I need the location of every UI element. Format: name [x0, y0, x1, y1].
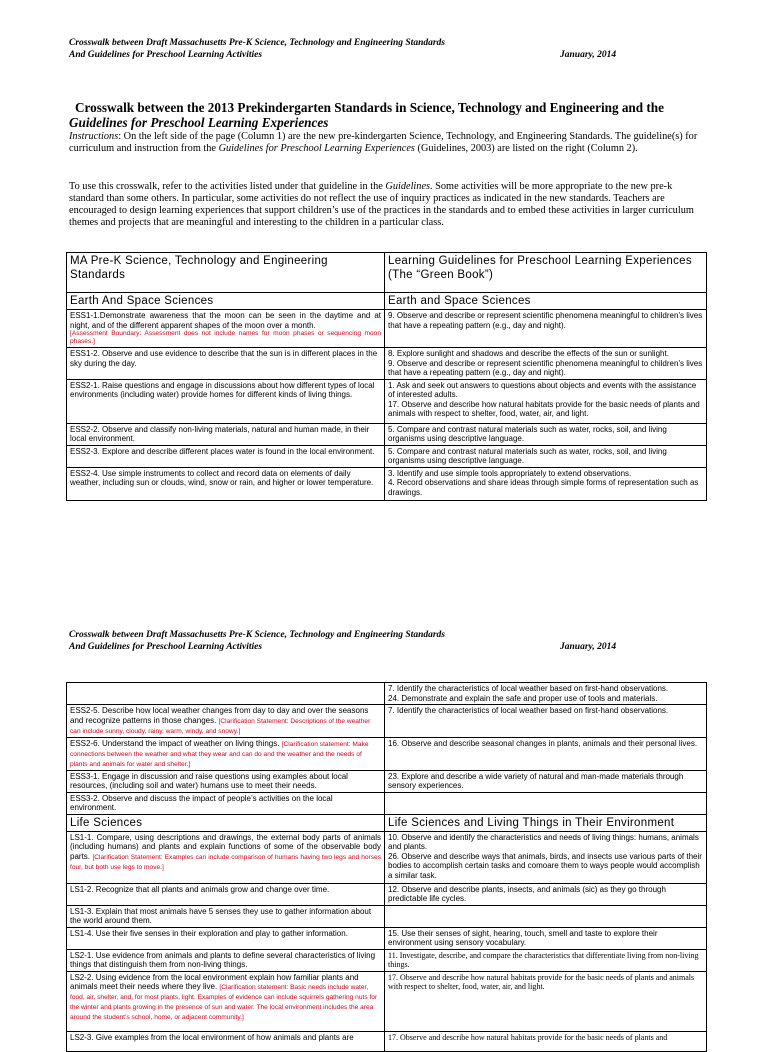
table-row: [67, 467, 707, 500]
assessment-note: [Assessment Boundary: Assessment does not include names for moon phases or sequencing moon phases.]: [70, 330, 381, 345]
standard-text: ESS2-2. Observe and classify non-living materials, natural and human made, in their local environment.: [70, 424, 370, 443]
guideline-cell: [385, 905, 707, 927]
guideline-text: 15. Use their senses of sight, hearing, touch, smell and taste to explore their environment using sensory vocabulary.: [388, 928, 658, 947]
standard-cell: [67, 423, 385, 445]
standard-cell: [67, 683, 385, 705]
table-header-row: [67, 253, 707, 293]
clarification-note: [Clarification statement: Make connections between the weather and what they wear and can do and the weather and the needs of plants and animals for water and shelter.]: [70, 740, 369, 768]
standard-cell: [67, 792, 385, 814]
clarification-note: [Clarification Statement: Examples can include comparison of humans having two legs and horses four, but both use legs to move.]: [70, 853, 381, 871]
standard-text: ESS1-1.Demonstrate awareness that the moon can be seen in the daytime and at night, and of the different apparent shapes of the moon over a month.: [70, 311, 381, 330]
header-line-1: Crosswalk between Draft Massachusetts Pre-K Science, Technology and Engineering Standards: [69, 630, 445, 640]
guideline-text: 9. Observe and describe or represent scientific phenomena meaningful to children’s lives that have a repeating pattern (e.g., day and night).: [388, 311, 703, 330]
standard-text: LS2-3. Give examples from the local environment of how animals and plants are: [70, 1032, 354, 1042]
guideline-text: 17. Observe and describe how natural habitats provide for the basic needs of plants and animals with respect to shelter, food, water, air, and light.: [388, 399, 700, 418]
guideline-cell: [385, 467, 707, 500]
standard-text: LS1-2. Recognize that all plants and animals grow and change over time.: [70, 884, 330, 894]
guideline-cell: [385, 792, 707, 814]
guideline-cell: [385, 737, 707, 770]
instructions-paragraph: [69, 131, 709, 155]
standard-cell: [67, 831, 385, 883]
guideline-cell: [385, 927, 707, 949]
usage-text-2: . Some activities will be more appropriate to the new pre-k standard than some others. In particular, some activities do not reflect the use of inquiry practices as indicated in the new standards. Teachers are encouraged to design learning experiences that support children’s use of the practices in the standards and to embed these activities in larger curriculum themes and projects that are meaningful and interesting to the children in a particular class.: [69, 181, 694, 228]
standard-text: LS2-2. Using evidence from the local environment explain how familiar plants and animals meet their needs where they live.: [70, 972, 359, 991]
guideline-cell: [385, 949, 707, 971]
guideline-text: 16. Observe and describe seasonal changes in plants, animals and their personal lives.: [388, 738, 698, 748]
title-line-1: Crosswalk between the 2013 Prekindergarten Standards in Science, Technology and Engineering and the: [75, 100, 664, 115]
guideline-text: 3. Identify and use simple tools appropriately to extend observations.: [388, 468, 632, 478]
guideline-text: 17. Observe and describe how natural habitats provide for the basic needs of plants and animals with respect to shelter, food, water, air, and light.: [388, 972, 695, 991]
table-row: [67, 737, 707, 770]
standard-cell: [67, 770, 385, 792]
crosswalk-table-2: [66, 682, 707, 1052]
clarification-note: [Clarification statement: Basic needs include water, food, air, shelter, and, for most plants, light. Examples of evidence can include squirrels gathering nuts for the winter and plants growing in the presence of sun and water. The local environment includes the area around the student’s school, home, or adjacent community.]: [70, 984, 378, 1021]
guideline-text: 1. Ask and seek out answers to questions about objects and events with the assistance of interested adults.: [388, 380, 697, 399]
section-left: Earth And Space Sciences: [67, 293, 385, 310]
standard-text: ESS3-2. Observe and discuss the impact of people’s activities on the local environment.: [70, 793, 333, 812]
standard-text: ESS1-2. Observe and use evidence to describe that the sun is in different places in the sky during the day.: [70, 349, 378, 368]
usage-text-1: To use this crosswalk, refer to the activities listed under that guideline in the: [69, 181, 386, 192]
standard-cell: [67, 1031, 385, 1051]
table-row: [67, 792, 707, 814]
instructions-text-2: (Guidelines, 2003) are listed on the right (Column 2).: [414, 143, 638, 154]
standard-cell: [67, 949, 385, 971]
standard-cell: [67, 467, 385, 500]
header-line-2: And Guidelines for Preschool Learning Activities: [69, 642, 263, 652]
guideline-text: 9. Observe and describe or represent scientific phenomena meaningful to children’s lives that have a repeating pattern (e.g., day and night).: [388, 358, 703, 377]
header-date: January, 2014: [560, 642, 617, 652]
table-row: [67, 905, 707, 927]
header-line-1: Crosswalk between Draft Massachusetts Pre-K Science, Technology and Engineering Standards: [69, 38, 445, 48]
section-left: Life Sciences: [67, 814, 385, 831]
standard-text: LS1-1. Compare, using descriptions and drawings, the external body parts of animals (including humans) and plants and explain functions of some of the observable body parts.: [70, 832, 381, 861]
guideline-cell: [385, 310, 707, 348]
table-row: [67, 423, 707, 445]
guideline-cell: [385, 445, 707, 467]
instructions-text-1: : On the left side of the page (Column 1) are the new pre-kindergarten Science, Technology, and Engineering Standards. The guideline(s) for curriculum and instruction from the: [69, 131, 698, 154]
table-row: [67, 770, 707, 792]
standard-text: ESS2-6. Understand the impact of weather on living things.: [70, 738, 280, 748]
guideline-text: 23. Explore and describe a wide variety of natural and man-made materials through sensory experiences.: [388, 771, 684, 790]
page-header: [69, 37, 617, 61]
guideline-cell: [385, 379, 707, 423]
table-row: [67, 683, 707, 705]
section-right: Life Sciences and Living Things in Their Environment: [385, 814, 707, 831]
standard-text: ESS3-1. Engage in discussion and raise questions using examples about local resources, (including soil and water) humans use to meet their needs.: [70, 771, 348, 790]
guideline-cell: [385, 883, 707, 905]
usage-guidelines: Guidelines: [385, 181, 431, 192]
guideline-text: 24. Demonstrate and explain the safe and proper use of tools and materials.: [388, 693, 658, 703]
table-row: [67, 971, 707, 1031]
guideline-text: 5. Compare and contrast natural materials such as water, rocks, soil, and living organisms using descriptive language.: [388, 424, 667, 443]
guideline-cell: [385, 423, 707, 445]
table-row: [67, 927, 707, 949]
table-row: [67, 883, 707, 905]
section-row: [67, 814, 707, 831]
instructions-label: Instructions: [69, 131, 119, 142]
standard-text: ESS2-1. Raise questions and engage in discussions about how different types of local environments (including water) provide homes for different kinds of living things.: [70, 380, 375, 399]
standard-text: LS1-3. Explain that most animals have 5 senses they use to gather information about the world around them.: [70, 906, 372, 925]
standard-cell: [67, 379, 385, 423]
table-row: [67, 705, 707, 738]
instructions-guidelines: Guidelines for Preschool Learning Experiences: [218, 143, 415, 154]
standard-cell: [67, 971, 385, 1031]
table-row: [67, 379, 707, 423]
guideline-text: 8. Explore sunlight and shadows and describe the effects of the sun or sunlight.: [388, 349, 669, 358]
table-row: [67, 445, 707, 467]
guideline-cell: [385, 770, 707, 792]
standard-cell: [67, 445, 385, 467]
guideline-cell: [385, 831, 707, 883]
guideline-text: 7. Identify the characteristics of local weather based on first-hand observations.: [388, 684, 669, 693]
table-row: [67, 831, 707, 883]
standard-cell: [67, 705, 385, 738]
guideline-text: 11. Investigate, describe, and compare the characteristics that differentiate living from non-living things.: [388, 950, 699, 969]
guideline-cell: [385, 971, 707, 1031]
document-title: [69, 100, 709, 130]
crosswalk-table-1: [66, 252, 707, 501]
title-line-2: Guidelines for Preschool Learning Experiences: [69, 115, 329, 130]
standard-cell: [67, 348, 385, 380]
guideline-cell: [385, 348, 707, 380]
usage-paragraph: [69, 181, 709, 229]
standard-text: ESS2-4. Use simple instruments to collect and record data on elements of daily weather, including sun or clouds, wind, snow or rain, and higher or lower temperature.: [70, 468, 374, 487]
section-right: Earth and Space Sciences: [385, 293, 707, 310]
standard-cell: [67, 310, 385, 348]
table-row: [67, 310, 707, 348]
guideline-text: 17. Observe and describe how natural habitats provide for the basic needs of plants and: [388, 1032, 668, 1042]
guideline-text: 4. Record observations and share ideas through simple forms of representation such as drawings.: [388, 478, 699, 497]
section-row: [67, 293, 707, 310]
page-2-header: [69, 629, 617, 653]
guideline-text: 7. Identify the characteristics of local weather based on first-hand observations.: [388, 706, 669, 715]
col1-header: MA Pre-K Science, Technology and Engineering Standards: [67, 253, 385, 293]
standard-text: ESS2-5. Describe how local weather changes from day to day and over the seasons and recognize patterns in those changes.: [70, 706, 369, 725]
standard-text: ESS2-3. Explore and describe different places water is found in the local environment.: [70, 446, 375, 456]
table-row: [67, 348, 707, 380]
guideline-text: 10. Observe and identify the characteristics and needs of living things: humans, animals and plants.: [388, 832, 699, 851]
table-row: [67, 1031, 707, 1051]
standard-cell: [67, 927, 385, 949]
header-line-2: And Guidelines for Preschool Learning Activities: [69, 50, 263, 60]
standard-cell: [67, 883, 385, 905]
guideline-cell: [385, 1031, 707, 1051]
guideline-cell: [385, 683, 707, 705]
table-row: [67, 949, 707, 971]
col2-header: Learning Guidelines for Preschool Learning Experiences (The “Green Book”): [385, 253, 707, 293]
standard-text: LS2-1. Use evidence from animals and plants to define several characteristics of living things that distinguish them from non-living things.: [70, 950, 376, 969]
guideline-text: 26. Observe and describe ways that animals, birds, and insects use various parts of their bodies to accomplish certain tasks and comoare them to ways people would accomplish a similar task.: [388, 851, 702, 880]
standard-cell: [67, 737, 385, 770]
standard-cell: [67, 905, 385, 927]
standard-text: LS1-4. Use their five senses in their exploration and play to gather information.: [70, 928, 348, 938]
header-date: January, 2014: [560, 50, 617, 60]
guideline-text: 5. Compare and contrast natural materials such as water, rocks, soil, and living organisms using descriptive language.: [388, 446, 667, 465]
guideline-cell: [385, 705, 707, 738]
clarification-note: [Clarification Statement: Descriptions of the weather can include sunny, cloudy, rainy, warm, windy, and snowy.]: [70, 717, 371, 735]
guideline-text: 12. Observe and describe plants, insects, and animals (sic) as they go through predictable life cycles.: [388, 884, 666, 903]
